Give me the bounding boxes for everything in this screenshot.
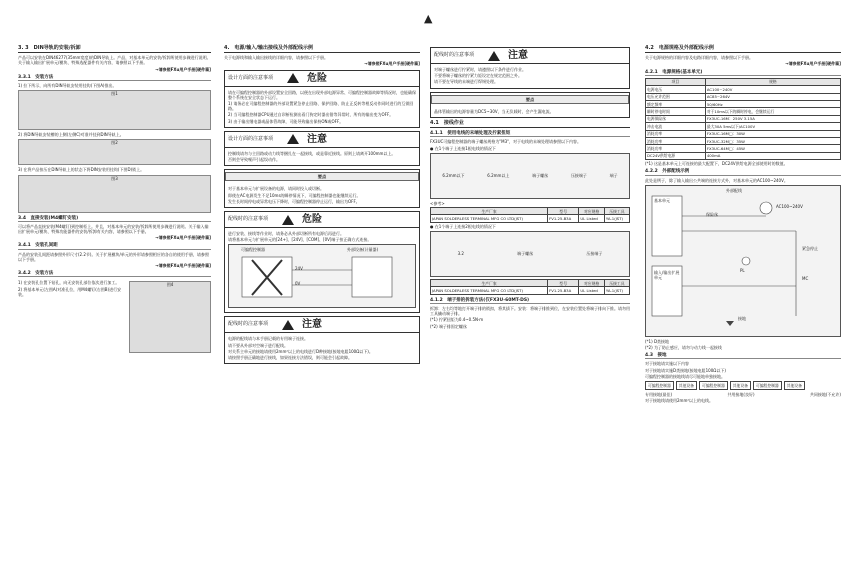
manual-reference: →请参照FXu用户手册[硬件篇] — [155, 66, 211, 72]
table-cell: FX3UC-16M□：30W — [705, 130, 840, 137]
notes-box — [430, 92, 630, 118]
box-level: 注意 — [302, 319, 323, 331]
ground-block: 可编程控制器 — [645, 381, 674, 390]
diagram-note: (*2) 为了防止感应，请勿与动力线一起接线 — [645, 344, 722, 350]
box-level: 危险 — [307, 72, 328, 84]
step: ● 在1个端子上连接2根电线的情况下 — [430, 223, 496, 229]
table-cell: 瞬时停电时间 — [646, 108, 706, 115]
diagram-label: PL — [740, 267, 745, 273]
bullet: 发生长时间停电或异常电压下降时，可编程控制器停止运行，输出为OFF。 — [228, 198, 360, 204]
warning-triangle-icon — [488, 51, 500, 61]
warning-triangle-icon — [282, 320, 294, 330]
subsection-heading: 4.3 接地 — [645, 353, 841, 359]
box-title: 配线时的注意事项 — [228, 321, 269, 328]
ground-caption: 共同接地(不允许) — [809, 392, 841, 398]
table-row — [646, 100, 841, 107]
ac-source-icon — [760, 202, 772, 214]
bullet: 不要将端子螺丝的拧紧力矩设定在规定范围之外。 — [434, 73, 522, 79]
ref-label: <参考> — [430, 200, 445, 206]
table-header: 压接工具 — [604, 280, 629, 287]
box-level: 注意 — [307, 133, 328, 145]
subsection-heading: 3.4.2 安装方法 — [18, 271, 211, 277]
step: 1) 在安装孔位置下钻孔，向无安装孔部位依次进行加工。 — [18, 280, 120, 286]
bullet: 对关系主单元的接地请使用2mm²以上的电线进行D种接地(接地电阻100Ω以下)。 — [228, 348, 373, 354]
dim-label: 压接端子 — [586, 251, 603, 257]
footer-note: 对于接地线请使用2mm²以上的电线。 — [645, 398, 713, 404]
table-cell: FX3UC-16M：250V 3.15A — [705, 115, 840, 122]
bullet: 2) 当可编程控制器CPU通过自诊断检测出看门狗定时器出错等异常时，所有的输出变为OFF。 — [228, 112, 394, 118]
ground-block: 其他设备 — [676, 381, 697, 390]
table-cell: YA-1(JST) — [604, 287, 629, 294]
wiring-diagram-svg — [232, 245, 412, 305]
paragraph: 关于电源线和输入输出接线的详细内容，请参照以下手册。 — [224, 55, 328, 61]
figure-label: 图3 — [111, 175, 118, 181]
terminal-double-illustration — [430, 231, 630, 277]
step: 2) 将基本单元(左图A)对准孔位，用M4螺钉(右图B)进行安装。 — [18, 286, 122, 297]
wiring-schematic-svg — [646, 186, 842, 336]
table-cell: 电源保险丝 — [646, 115, 706, 122]
manual-reference: →请参照FXu用户手册[硬件篇] — [785, 61, 841, 67]
bullet: 对于基本单元与扩展设备的电源，请同时投入或切断。 — [228, 186, 324, 192]
caution-box-design — [224, 131, 420, 166]
table-header: 生产厂家 — [431, 280, 548, 287]
table-cell: FX3UC-64M□：45W — [705, 145, 840, 152]
dim-label: 6.2mm以上 — [487, 173, 510, 179]
bullet: 电源的配线请与本手册记载的专用端子连接。 — [228, 336, 308, 342]
power-spec-table — [645, 78, 841, 160]
dim-label: 3.2 — [457, 251, 464, 257]
table-cell: UL Listed — [579, 287, 605, 294]
table-cell: JAPAN SOLDERLESS TERMINAL MFG CO LTD(JST) — [431, 287, 548, 294]
table-cell: DC24V供给电源 — [646, 152, 706, 159]
subsection-heading: 4.2.1 电源规格(基本单元) — [645, 70, 841, 76]
table-header: 对应规格 — [579, 208, 605, 215]
terminal-table — [430, 207, 630, 223]
box-level: 危险 — [302, 213, 323, 225]
bullet: 控制线请勿与主回路或动力线等捆扎在一起接线，或是靠近接线。原则上请离开100mm以上。 — [228, 150, 396, 156]
table-cell: FV1.25-B3A — [548, 287, 579, 294]
danger-box-design — [224, 70, 420, 128]
table-row — [646, 145, 841, 152]
bullet: 请将基本单元与扩展单元的[24+]、[24V]、[COM]、[0V]端子按正确方式连接。 — [228, 237, 372, 243]
dim-label: 端子 — [609, 173, 618, 179]
manual-reference: →请参照FXu用户手册[硬件篇] — [155, 235, 211, 241]
ground-caption: 共用接地(良好) — [727, 392, 755, 398]
section-heading: 4.1 接线作业 — [430, 121, 630, 128]
subsection-heading: 3.4.1 安装孔间距 — [18, 243, 211, 249]
notes-heading: 要点 — [431, 95, 629, 104]
meter-block — [352, 257, 392, 297]
subsection-heading: 3.4 直接安装(M4螺钉安装) — [18, 216, 211, 222]
diagram-note: (*1) D类接地 — [645, 338, 670, 344]
page-marker-icon: ▲ — [424, 12, 433, 25]
step: 2) 将DIN导轨安装槽的上侧(左侧C)对准并挂到DIN导轨上。 — [18, 132, 124, 138]
step: ● 在1个端子上连接1根电线的情况下 — [430, 145, 496, 151]
diagram-label: 可编程控制器 — [241, 247, 265, 253]
table-cell: 额定频率 — [646, 100, 706, 107]
diagram-label: MC — [802, 275, 809, 281]
bullet: 即使在AC电源发生不足10ms的瞬停情况下，可编程控制器也能继续运行。 — [228, 192, 361, 198]
figure-label: 图2 — [111, 140, 118, 146]
notes-box — [224, 169, 420, 208]
dim-label: 6.2mm以下 — [442, 173, 465, 179]
table-row — [431, 215, 630, 222]
subsection-heading: 4.1.2 端子排的拆装方法(仅FX3U-60MT-DS) — [430, 298, 630, 304]
column-din-rail — [18, 44, 211, 355]
caution-box-terminals — [430, 47, 630, 89]
column-power-spec — [645, 44, 841, 405]
step: 3) 在将产品按压在DIN导轨上的状态下将DIN安装用挂钩(下图D)锁上。 — [18, 167, 145, 173]
figure-label: 图4 — [166, 282, 174, 288]
table-header: 规格 — [705, 78, 840, 85]
table-header: 项目 — [646, 78, 706, 85]
terminal-single-illustration — [430, 153, 630, 199]
bullet: 1) 请务必在可编程控制器的外部设置紧急停止回路、保护回路、防止正反转等相反动作同时进行的互锁回路。 — [228, 101, 414, 112]
warning-triangle-icon — [282, 215, 294, 225]
bullet: 对端子螺丝进行拧紧时，请遵照以下条件进行作业。 — [434, 67, 526, 72]
subsection-heading: 4.2.2 外部配线示例 — [645, 169, 841, 175]
pilot-lamp-icon — [742, 257, 750, 265]
diagram-label: 24V — [295, 266, 303, 272]
table-header: 型号 — [548, 280, 579, 287]
table-row — [646, 152, 841, 159]
dim-label: 压接端子 — [570, 173, 587, 179]
step: (*2) 端子排固定螺丝 — [430, 323, 467, 329]
dim-label: 端子螺丝 — [517, 251, 534, 257]
table-row — [646, 86, 841, 93]
table-cell: 消耗功率 — [646, 145, 706, 152]
table-cell: AC85~264V — [705, 93, 840, 100]
table-note: (*1) 这是基本单元上可连接的最大配置下，DC24V供给电源全部使用时的数值。 — [645, 161, 788, 167]
diagram-label: 输入/输出扩展单元 — [654, 269, 680, 280]
table-row — [646, 115, 841, 122]
box-title: 配线时的注意事项 — [434, 51, 475, 58]
diagram-label: 基本单元 — [654, 197, 670, 203]
table-header: 压接工具 — [604, 208, 629, 215]
manual-reference: →请参照FXu用户手册[硬件篇] — [155, 263, 211, 269]
manual-reference: →请参照FXu用户手册[硬件篇] — [364, 61, 420, 67]
table-cell: UL Listed — [579, 215, 605, 222]
table-cell: 最大30A 5ms以下/AC100V — [705, 123, 840, 130]
diagram-label: 外部配线 — [726, 187, 742, 193]
column-wiring-work — [430, 44, 630, 330]
ground-block: 其他设备 — [784, 381, 805, 390]
table-row — [646, 93, 841, 100]
table-cell: 400mA — [705, 152, 840, 159]
ground-block: 可编程控制器 — [699, 381, 728, 390]
bullet: 晶体管输出的电源容量为DC5~30V，当无负载时，会产生漏电流。 — [434, 108, 554, 114]
external-wiring-diagram — [645, 185, 841, 337]
table-cell: 冲击电流 — [646, 123, 706, 130]
table-cell: 消耗功率 — [646, 130, 706, 137]
box-level: 注意 — [508, 49, 529, 61]
ground-block: 其他设备 — [730, 381, 751, 390]
ground-block: 可编程控制器 — [753, 381, 782, 390]
table-cell: 电源电压 — [646, 86, 706, 93]
table-cell: 消耗功率 — [646, 137, 706, 144]
diagram-label: 紧急停止 — [802, 245, 818, 251]
box-title: 设计方面的注意事项 — [228, 74, 274, 81]
diagram-label: 外部设备(计量器) — [347, 247, 379, 253]
bullet: 请在可编程控制器的外部设置安全回路，以便在出现外部电源异常、可编程控制器故障等情况时，也能确保整个系统在安全状态下运行。 — [228, 89, 416, 100]
notes-heading: 要点 — [225, 172, 419, 181]
paragraph: 产品的安装孔间距请参照外形尺寸(2.2节)。关于扩展模块/单元的外形请参照相应的各自的使用手册，请参照以下手册。 — [18, 251, 209, 262]
terminal-table — [430, 279, 630, 295]
paragraph: 产品可以安装在DIN46277(35mm宽度)的DIN导轨上。产品，对基本单元的安装/拆卸所使用步骤进行说明。关于输入输出扩展单元/模块、特殊选配器件有关内容，请参照以下手册。 — [18, 55, 211, 66]
step: (*1) 拧紧扭矩为0.4~0.5N·m — [430, 317, 484, 323]
bullet: 请不要在导线的末端进行焊锡处理。 — [434, 79, 498, 85]
table-cell: 电压允许范围 — [646, 93, 706, 100]
danger-box-wiring — [224, 211, 420, 313]
step: 1) 拉下所示，向所有DIN导轨安装用挂钩(下图A)推出。 — [18, 83, 117, 89]
bullet: 进行安装、接线等作业时，请务必从外部切断所有电源后再进行。 — [228, 231, 344, 237]
warning-triangle-icon — [287, 73, 299, 83]
table-row — [646, 130, 841, 137]
paragraph: 关于电源规格的详细内容及电路详细内容，请参照以下手册。 — [645, 55, 753, 61]
table-cell: YA-1(JST) — [604, 215, 629, 222]
warning-triangle-icon — [287, 134, 299, 144]
bullet: 3) 由于输出继电器或晶体管故障，可能导致输出保持ON或OFF。 — [228, 118, 344, 124]
section-heading: 4. 电源/输入/输出接线及外部配线示例 — [224, 46, 420, 53]
din-hook-illustration — [18, 139, 211, 165]
paragraph: 可以将产品直接安装(M4螺钉)到控制柜上。并且，对基本单元的安装/拆卸所使用步骤进行说明。关于输入输出扩展单元/模块、特殊功能器件的安装/拆卸有关内容，请参照以下手册。 — [18, 223, 209, 235]
caution-box-wiring — [224, 316, 420, 364]
section-heading: 4.2 电源规格及外部配线示例 — [645, 46, 841, 53]
paragraph: FX3UC可编程控制器的端子螺丝规格为"M3"，对于电线的末端处理请参照以下内容。 — [430, 139, 581, 145]
subsection-heading: 4.1.1 使用电线的末端处理及拧紧扭矩 — [430, 131, 630, 137]
table-cell: FX3UC-32M□：35W — [705, 137, 840, 144]
table-cell: 50/60Hz — [705, 100, 840, 107]
table-row — [646, 108, 841, 115]
table-cell: AC100~240V — [705, 86, 840, 93]
grounding-diagram — [645, 381, 841, 390]
table-header: 对应规格 — [579, 280, 605, 287]
table-cell: 对于10ms以下的瞬时停电，会继续运行 — [705, 108, 840, 115]
ground-caption: 专用接地(最佳) — [645, 392, 673, 398]
paragraph: 拆卸：左右均等地打开端子排的锁扣，将其拔下。安装：将端子排推到位，在安装位置处将端子排向下推。请勿用工具撬动端子排。 — [430, 306, 630, 317]
direct-mount-illustration — [129, 281, 211, 353]
paragraph: 此处是例子，除了输入输出公共端的连接方式外，对基本单元的AC100~240V。 — [645, 177, 788, 183]
table-header: 生产厂家 — [431, 208, 548, 215]
bullet: 对于接地请实施以下内容 — [645, 361, 689, 367]
table-header: 型号 — [548, 208, 579, 215]
bullet: 请不要从外部对空端子进行配线。 — [228, 342, 288, 348]
ground-icon — [726, 321, 734, 326]
din-install-illustration — [18, 90, 211, 130]
box-title: 设计方面的注意事项 — [228, 135, 274, 142]
figure-label: 图1 — [111, 91, 118, 97]
diagram-label: 保险丝 — [706, 211, 718, 217]
table-row — [646, 137, 841, 144]
table-row — [646, 123, 841, 130]
box-title: 配线时的注意事项 — [228, 215, 269, 222]
section-heading: 3. 3 DIN导轨的安装/拆卸 — [18, 46, 211, 53]
column-wiring-precautions — [224, 44, 420, 367]
diagram-label: 接地 — [738, 315, 746, 321]
subsection-heading: 3.3.1 安装方法 — [18, 75, 211, 81]
diagram-label: AC100~240V — [776, 203, 803, 209]
table-cell: FV1.25-B3A — [548, 215, 579, 222]
bullet: 对于接地请实施D类接地(接地电阻100Ω以下) — [645, 367, 726, 373]
diagram-label: 0V — [295, 281, 301, 287]
bullet: 请按照手册正确地进行接线，如果连接方法错误，则可能会引起故障。 — [228, 355, 352, 361]
dim-label: 端子螺丝 — [532, 173, 549, 179]
bullet: 可编程控制器的接地线请尽可能地单独接地。 — [645, 373, 725, 379]
din-lock-illustration — [18, 175, 211, 213]
wiring-error-diagram — [228, 244, 416, 308]
table-cell: JAPAN SOLDERLESS TERMINAL MFG CO LTD(JST) — [431, 215, 548, 222]
bullet: 否则会导致噪声引起误动作。 — [228, 157, 280, 163]
table-row — [431, 287, 630, 294]
